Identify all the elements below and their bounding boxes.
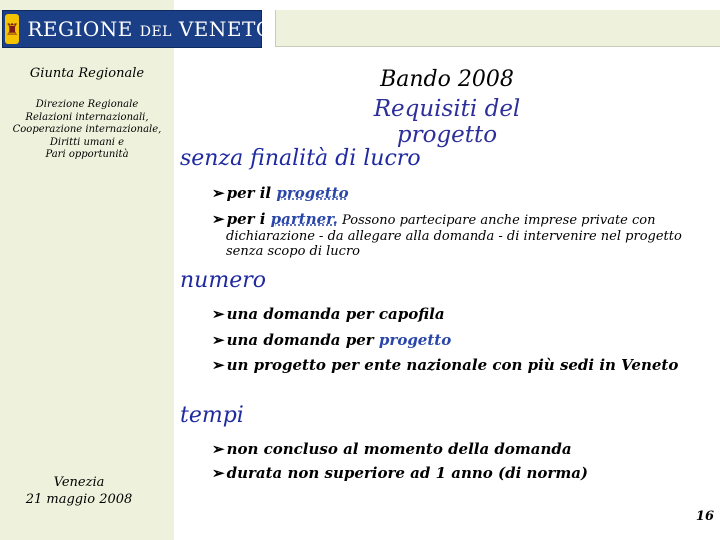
note-inline: Possono partecipare anche imprese private con [337, 213, 656, 228]
bullet-item: ➢ un progetto per ente nazionale con più sedi in Veneto [212, 356, 679, 374]
slide-title: Bando 2008 [380, 67, 514, 92]
bullet-item: ➢ per i partner. Possono partecipare anche imprese private con [212, 210, 656, 228]
date-label: 21 maggio 2008 [25, 492, 133, 507]
header-band [275, 10, 720, 47]
highlight-text: progetto [276, 184, 349, 202]
arrow-bullet-icon: ➢ [212, 305, 225, 323]
bullet-item: ➢ durata non superiore ad 1 anno (di norma) [212, 464, 589, 482]
place-date [0, 474, 166, 508]
slide-subtitle: Requisiti del progetto [373, 96, 521, 148]
arrow-bullet-icon: ➢ [212, 184, 225, 202]
note-line: senza scopo di lucro [226, 244, 360, 259]
lion-crest-icon: ♜ [5, 14, 19, 44]
direzione-block [0, 99, 174, 162]
bullet-item: ➢ una domanda per progetto [212, 331, 452, 349]
arrow-bullet-icon: ➢ [212, 331, 225, 349]
giunta-label: Giunta Regionale [29, 66, 145, 81]
direzione-line: Pari opportunità [45, 149, 129, 161]
direzione-line: Cooperazione internazionale, [12, 124, 162, 136]
bullet-item: ➢ una domanda per capofila [212, 305, 445, 323]
highlight-text: partner. [270, 210, 338, 228]
direzione-line: Diritti umani e [49, 136, 125, 148]
highlight-text: progetto [378, 331, 452, 349]
direzione-line: Direzione Regionale [35, 99, 139, 110]
page-number: 16 [695, 509, 714, 524]
note-continuation [226, 229, 706, 259]
arrow-bullet-icon: ➢ [212, 464, 225, 482]
logo-text: REGIONE DEL VENETO [27, 17, 273, 41]
section-heading-lucro: senza finalità di lucro [180, 146, 421, 171]
arrow-bullet-icon: ➢ [212, 440, 225, 458]
arrow-bullet-icon: ➢ [212, 210, 225, 228]
section-heading-numero: numero [180, 268, 266, 293]
place-label: Venezia [53, 475, 105, 490]
section-heading-tempi: tempi [180, 403, 244, 428]
bullet-item: ➢ non concluso al momento della domanda [212, 440, 572, 458]
bullet-item: ➢ per il progetto [212, 184, 349, 202]
note-line: dichiarazione - da allegare alla domanda - di intervenire nel progetto [226, 229, 682, 244]
sidebar-panel [0, 0, 174, 540]
regione-veneto-logo [2, 10, 273, 48]
direzione-line: Relazioni internazionali, [25, 111, 149, 123]
arrow-bullet-icon: ➢ [212, 356, 225, 374]
